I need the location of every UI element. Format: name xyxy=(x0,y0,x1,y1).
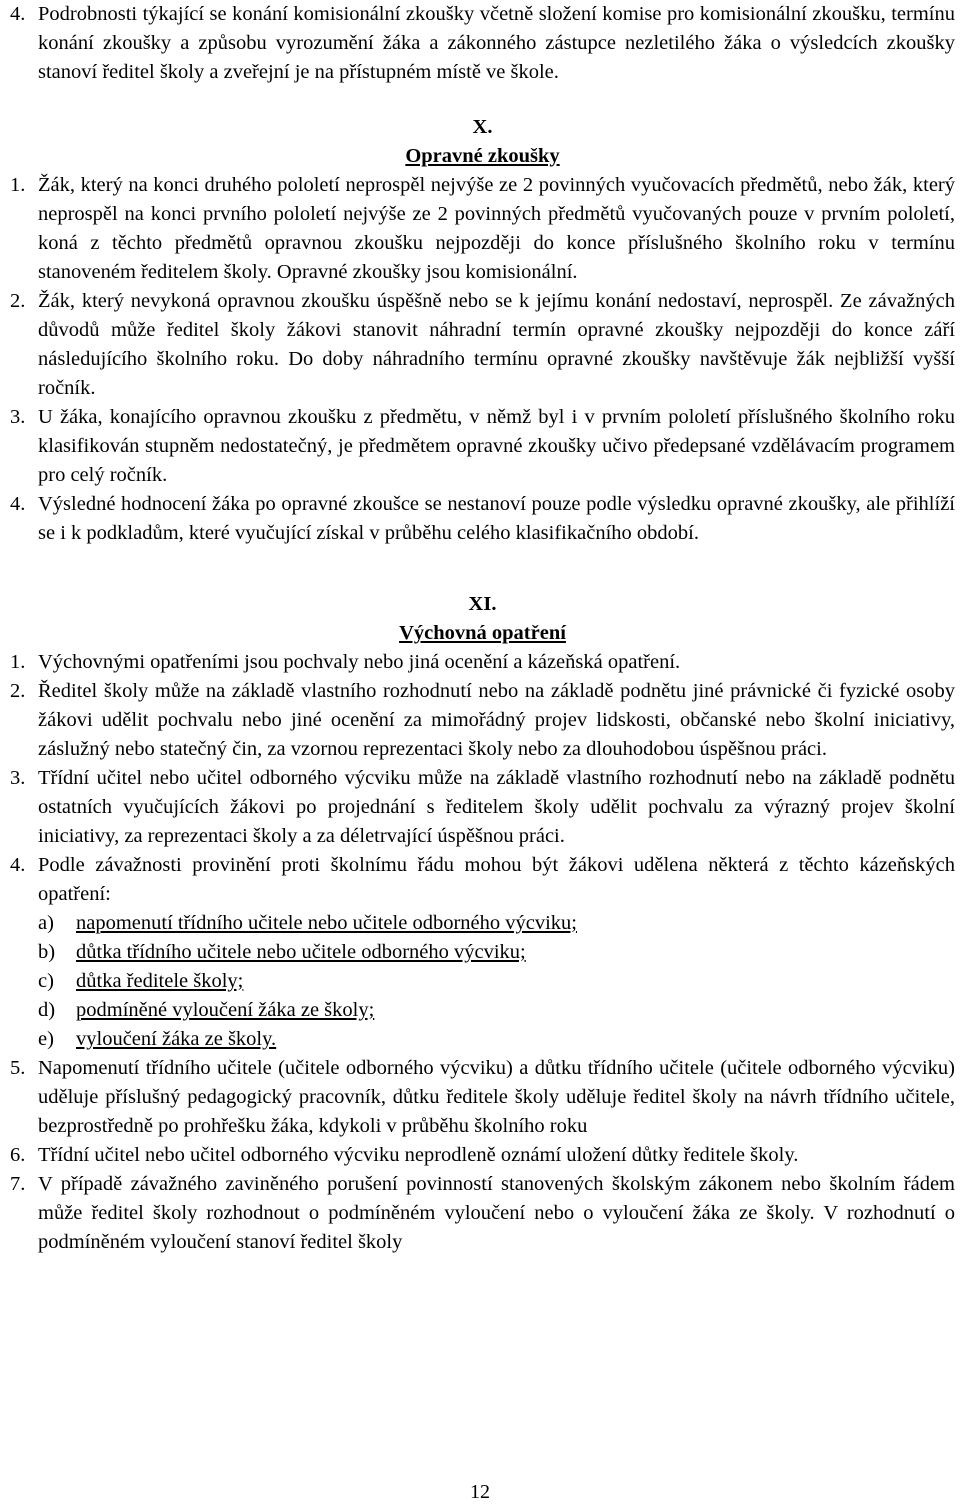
measure-text: důtka třídního učitele nebo učitele odborného výcviku; xyxy=(76,941,526,963)
list-item xyxy=(10,677,955,764)
item-text: Ředitel školy může na základě vlastního rozhodnutí nebo na základě podnětu jiné právnické či fyzické osoby žákovi udělit pochvalu nebo jiné ocenění za mimořádný projev lidskosti, občanské nebo školní iniciativy, záslužný nebo statečný čin, za vzornou reprezentaci školy nebo za dlouhodobou úspěšnou práci. xyxy=(38,680,955,760)
item-number: 4. xyxy=(10,854,26,876)
list-item xyxy=(10,403,955,490)
item-number: 3. xyxy=(10,406,26,428)
item-number: 2. xyxy=(10,680,26,702)
item-text: Podrobnosti týkající se konání komisionální zkoušky včetně složení komise pro komisionální zkoušku, termínu konání zkoušky a způsobu vyrozumění žáka a zákonného zástupce nezletilého žáka o výsledcích zkoušky stanoví ředitel školy a zveřejní je na přístupném místě ve škole. xyxy=(38,3,955,83)
measure-text: napomenutí třídního učitele nebo učitele odborného výcviku; xyxy=(76,912,577,934)
item-number: 3. xyxy=(10,767,26,789)
section-number: XI. xyxy=(468,593,497,615)
item-number: 1. xyxy=(10,651,26,673)
list-item xyxy=(10,764,955,851)
list-item xyxy=(10,171,955,287)
item-text: Podle závažnosti provinění proti školnímu řádu mohou být žákovi udělena některá z těchto kázeňských opatření: xyxy=(38,854,955,905)
item-number: 5. xyxy=(10,1057,26,1079)
list-item xyxy=(10,851,955,909)
measure-text: podmíněné vyloučení žáka ze školy; xyxy=(76,999,375,1021)
item-text: Třídní učitel nebo učitel odborného výcviku může na základě vlastního rozhodnutí nebo na základě podnětu ostatních vyučujících žákovi po projednání s ředitelem školy udělit pochvalu za výrazný projev školní iniciativy, za reprezentaci školy a za déletrvající úspěšnou práci. xyxy=(38,767,955,847)
measure-letter: e) xyxy=(38,1028,54,1050)
item-text: Výchovnými opatřeními jsou pochvaly nebo jiná ocenění a kázeňská opatření. xyxy=(38,651,681,673)
list-item xyxy=(10,1170,955,1257)
measure-item xyxy=(10,1025,955,1054)
section-heading-xi xyxy=(10,590,955,648)
item-number: 2. xyxy=(10,290,26,312)
list-item xyxy=(10,648,955,677)
measure-item xyxy=(10,996,955,1025)
measure-text: vyloučení žáka ze školy. xyxy=(76,1028,277,1050)
item-text: Žák, který nevykoná opravnou zkoušku úspěšně nebo se k jejímu konání nedostaví, neprospěl. Ze závažných důvodů může ředitel školy žákovi stanovit náhradní termín opravné zkoušky nejpozději do konce září následujícího školního roku. Do doby náhradního termínu opravné zkoušky navštěvuje žák nejbližší vyšší ročník. xyxy=(38,290,955,399)
item-text: V případě závažného zaviněného porušení povinností stanovených školským zákonem nebo školním řádem může ředitel školy rozhodnout o podmíněném vyloučení nebo o vyloučení žáka ze školy. V rozhodnutí o podmíněném vyloučení stanoví ředitel školy xyxy=(38,1173,955,1253)
item-number: 4. xyxy=(10,3,26,25)
document-page xyxy=(10,0,955,1257)
section-title: Výchovná opatření xyxy=(399,622,566,644)
measure-letter: a) xyxy=(38,912,54,934)
item-number: 1. xyxy=(10,174,26,196)
list-item xyxy=(10,1141,955,1170)
measure-item xyxy=(10,938,955,967)
section-heading-x xyxy=(10,113,955,171)
item-text: U žáka, konajícího opravnou zkoušku z předmětu, v němž byl i v prvním pololetí příslušného školního roku klasifikován stupněm nedostatečný, je předmětem opravné zkoušky učivo předepsané vzdělávacím programem pro celý ročník. xyxy=(38,406,955,486)
measure-letter: b) xyxy=(38,941,56,963)
item-number: 4. xyxy=(10,493,26,515)
item-text: Třídní učitel nebo učitel odborného výcviku neprodleně oznámí uložení důtky ředitele školy. xyxy=(38,1144,799,1166)
section-title: Opravné zkoušky xyxy=(405,145,560,167)
item-number: 6. xyxy=(10,1144,26,1166)
section-number: X. xyxy=(472,116,493,138)
item-number: 7. xyxy=(10,1173,26,1195)
list-item xyxy=(10,287,955,403)
measure-letter: d) xyxy=(38,999,56,1021)
list-item xyxy=(10,490,955,548)
item-text: Žák, který na konci druhého pololetí neprospěl nejvýše ze 2 povinných vyučovacích předmětů, nebo žák, který neprospěl na konci prvního pololetí nejvýše ze 2 povinných předmětů vyučovaných pouze v prvním pololetí, koná z těchto předmětů opravnou zkoušku nejpozději do konce příslušného školního roku v termínu stanoveném ředitelem školy. Opravné zkoušky jsou komisionální. xyxy=(38,174,955,283)
item-text: Napomenutí třídního učitele (učitele odborného výcviku) a důtku třídního učitele (učitele odborného výcviku) uděluje příslušný pedagogický pracovník, důtku ředitele školy uděluje ředitel školy na návrh třídního učitele, bezprostředně po prohřešku žáka, kdykoli v průběhu školního roku xyxy=(38,1057,955,1137)
measure-letter: c) xyxy=(38,970,54,992)
item-text: Výsledné hodnocení žáka po opravné zkoušce se nestanoví pouze podle výsledku opravné zkoušky, ale přihlíží se i k podkladům, které vyučující získal v průběhu celého klasifikačního období. xyxy=(38,493,955,544)
measure-text: důtka ředitele školy; xyxy=(76,970,244,992)
measure-item xyxy=(10,967,955,996)
page-number: 12 xyxy=(470,1481,490,1503)
list-item xyxy=(10,0,955,87)
list-item xyxy=(10,1054,955,1141)
measure-item xyxy=(10,909,955,938)
